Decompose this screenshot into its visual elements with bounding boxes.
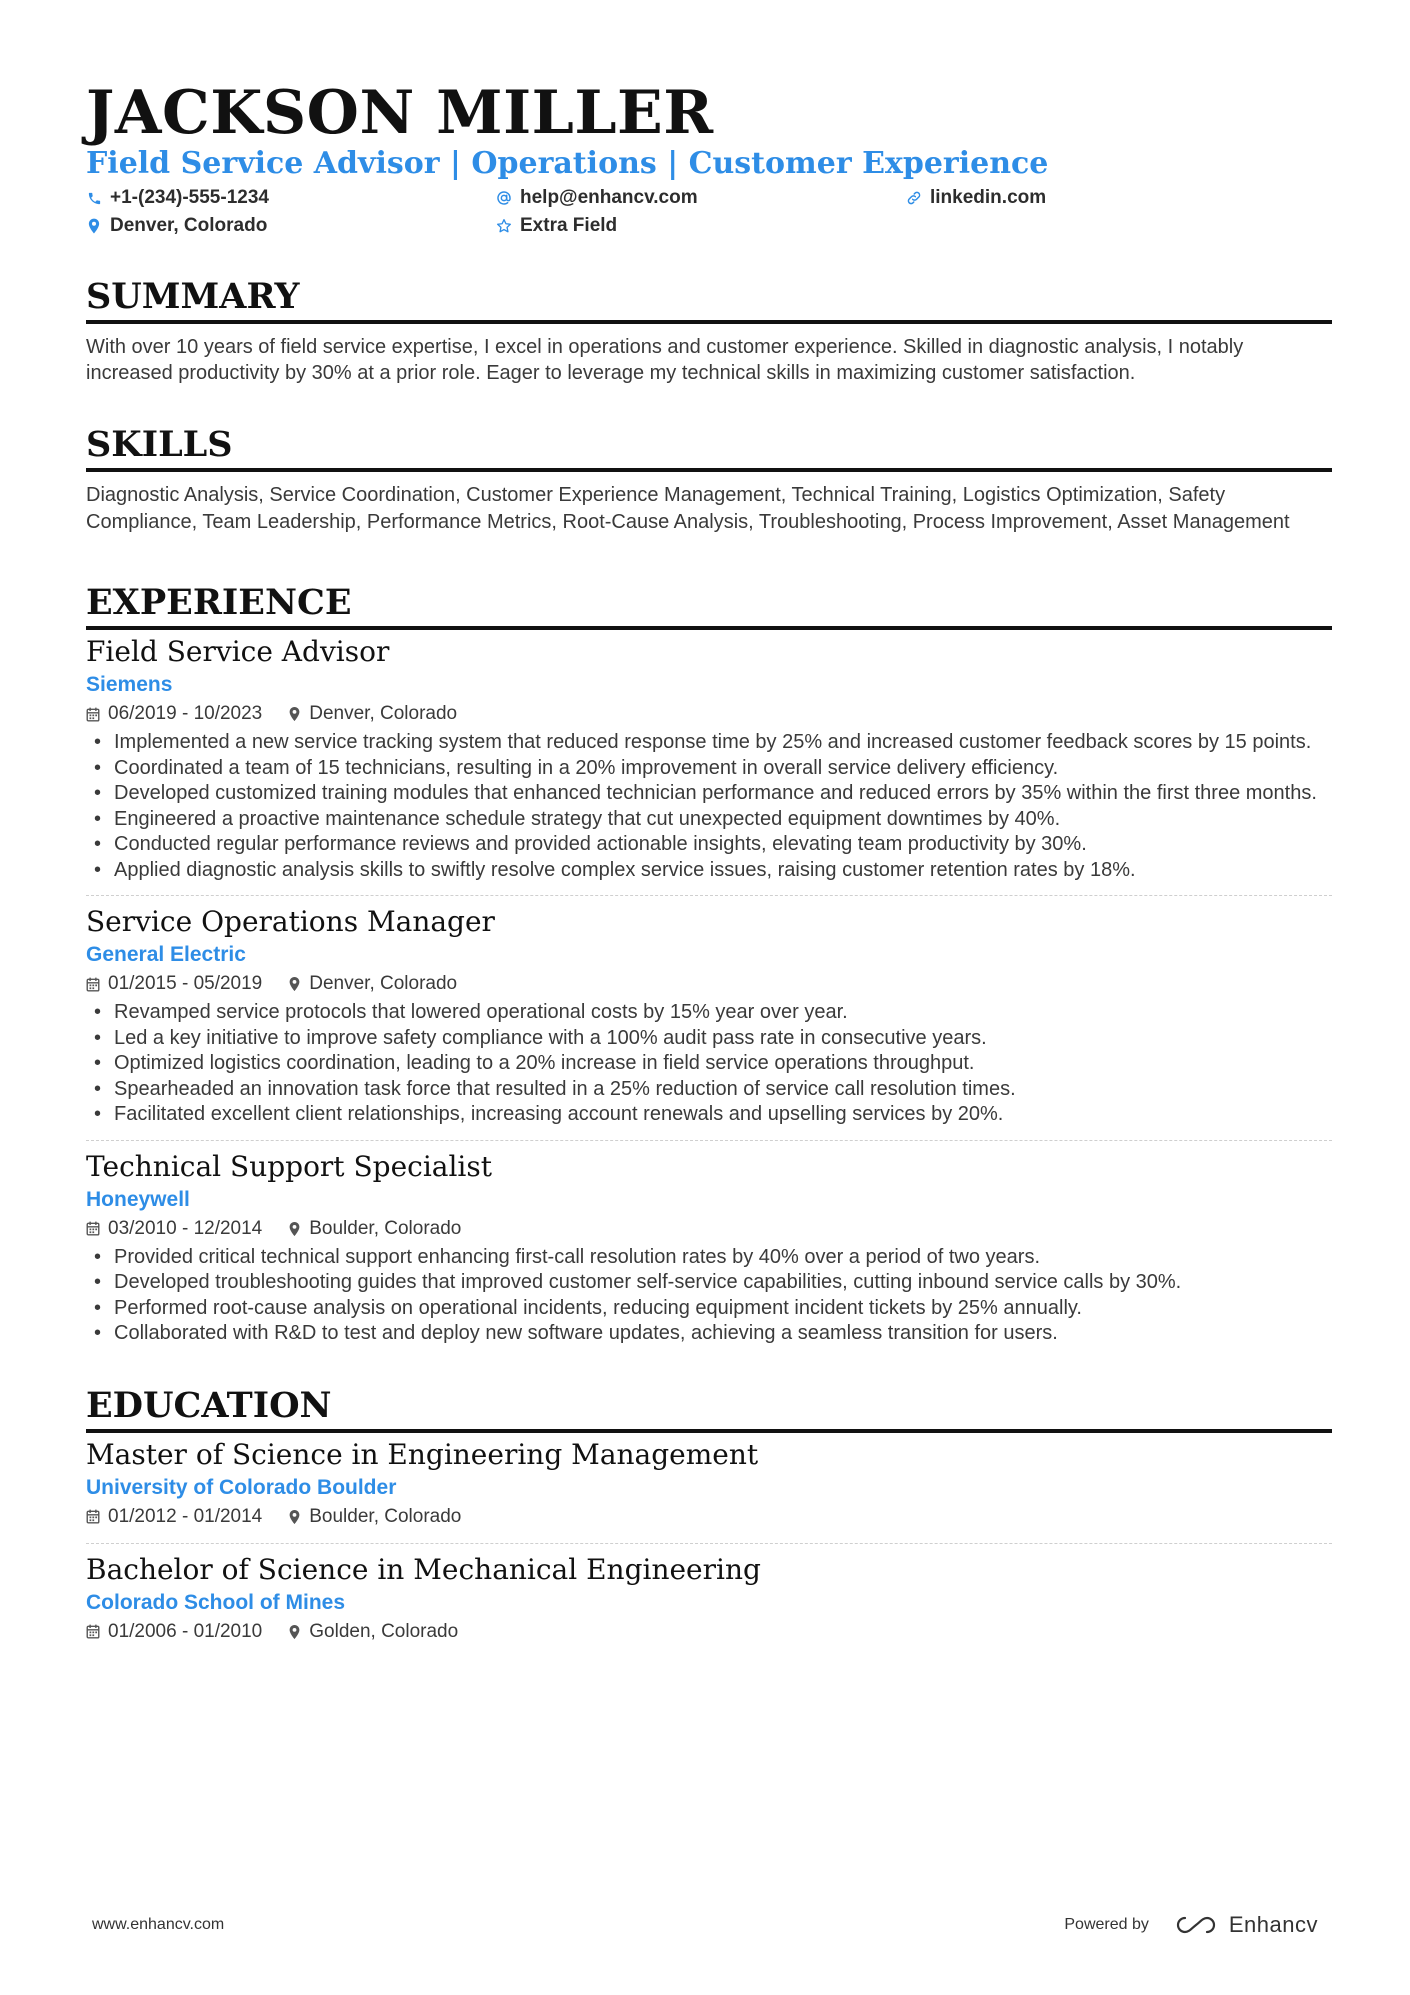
education-dates-text: 01/2006 - 01/2010	[108, 1620, 263, 1642]
education-entry	[86, 1552, 1332, 1646]
job-bullets	[86, 1245, 1332, 1347]
experience-entry	[86, 1149, 1332, 1347]
summary-heading: SUMMARY	[86, 276, 300, 317]
bullet-item: • Conducted regular performance reviews and provided actionable insights, elevating team productivity by 30%.	[86, 832, 1332, 858]
experience-divider	[86, 626, 1332, 630]
contact-extra-field	[496, 214, 906, 238]
job-dates	[86, 970, 262, 998]
location-pin-icon	[288, 1509, 301, 1525]
footer-website-link[interactable]: www.enhancv.com	[92, 1916, 225, 1933]
contact-list	[86, 186, 1332, 238]
bullet-item: • Coordinated a team of 15 technicians, resulting in a 20% improvement in overall service delivery efficiency.	[86, 756, 1332, 782]
bullet-item: • Engineered a proactive maintenance schedule strategy that cut unexpected equipment downtimes by 40%.	[86, 807, 1332, 833]
job-location	[288, 970, 457, 998]
contact-linkedin-text: linkedin.com	[930, 187, 1047, 208]
education-dates	[86, 1618, 262, 1646]
company-name: Siemens	[86, 673, 173, 696]
phone-icon	[86, 190, 102, 206]
experience-entry	[86, 904, 1332, 1128]
calendar-icon	[86, 707, 100, 722]
bullet-item: • Provided critical technical support enhancing first-call resolution rates by 40% over a period of two years.	[86, 1245, 1332, 1271]
company-name: General Electric	[86, 943, 246, 966]
degree-title: Master of Science in Engineering Management	[86, 1437, 759, 1471]
job-meta	[86, 700, 1332, 728]
job-dates-text: 01/2015 - 05/2019	[108, 973, 263, 994]
entry-divider	[86, 1543, 1332, 1544]
job-dates-text: 06/2019 - 10/2023	[108, 703, 263, 724]
summary-section	[86, 276, 1332, 386]
job-title: Field Service Advisor	[86, 635, 390, 668]
contact-location-text: Denver, Colorado	[110, 215, 268, 236]
education-location-text: Boulder, Colorado	[309, 1505, 462, 1527]
candidate-name: JACKSON MILLER	[86, 78, 714, 148]
job-bullets	[86, 1000, 1332, 1128]
education-meta	[86, 1618, 1332, 1646]
bullet-item: • Developed customized training modules that enhanced technician performance and reduced errors by 35% within the first three months.	[86, 781, 1332, 807]
at-icon	[496, 190, 512, 206]
job-bullets	[86, 730, 1332, 883]
powered-by[interactable]	[1064, 1912, 1318, 1938]
location-pin-icon	[288, 706, 301, 722]
calendar-icon	[86, 977, 100, 992]
candidate-headline: Field Service Advisor | Operations | Customer Experience	[86, 146, 1049, 181]
contact-phone[interactable]	[86, 186, 496, 210]
education-meta	[86, 1503, 1332, 1531]
location-pin-icon	[86, 218, 102, 234]
job-dates	[86, 700, 262, 728]
job-title: Service Operations Manager	[86, 905, 495, 938]
bullet-item: • Developed troubleshooting guides that improved customer self-service capabilities, cutting inbound service calls by 30%.	[86, 1270, 1332, 1296]
summary-text: With over 10 years of field service expertise, I excel in operations and customer experience. Skilled in diagnostic analysis, I notably increased productivity by 30% at a prior role. Eager to leverage my technical skills in maximizing customer satisfaction.	[86, 336, 1244, 384]
contact-phone-text: +1-(234)-555-1234	[110, 187, 269, 208]
bullet-item: • Revamped service protocols that lowered operational costs by 15% year over year.	[86, 1000, 1332, 1026]
location-pin-icon	[288, 976, 301, 992]
job-location	[288, 700, 457, 728]
calendar-icon	[86, 1509, 100, 1524]
education-divider	[86, 1429, 1332, 1433]
skills-heading: SKILLS	[86, 424, 233, 465]
job-location-text: Denver, Colorado	[309, 703, 458, 724]
bullet-item: • Optimized logistics coordination, leading to a 20% increase in field service operations throughput.	[86, 1051, 1332, 1077]
degree-title: Bachelor of Science in Mechanical Engineering	[86, 1552, 761, 1586]
bullet-item: • Facilitated excellent client relationships, increasing account renewals and upselling services by 20%.	[86, 1102, 1332, 1128]
resume-header	[86, 78, 1332, 238]
contact-location	[86, 214, 496, 238]
bullet-item: • Implemented a new service tracking system that reduced response time by 25% and increased customer feedback scores by 15 points.	[86, 730, 1332, 756]
bullet-item: • Performed root-cause analysis on operational incidents, reducing equipment incident tickets by 25% annually.	[86, 1296, 1332, 1322]
job-meta	[86, 1215, 1332, 1243]
enhancv-brand-text: Enhancv	[1228, 1912, 1318, 1937]
skills-section	[86, 424, 1332, 536]
link-icon	[906, 190, 922, 206]
experience-section	[86, 582, 1332, 1347]
skills-text: Diagnostic Analysis, Service Coordination, Customer Experience Management, Technical Training, Logistics Optimization, Safety Compliance, Team Leadership, Performance Metrics, Root-Cause Analysis, Troubleshooting, Process Improvement, Asset Management	[86, 484, 1290, 533]
experience-heading: EXPERIENCE	[86, 582, 352, 623]
job-location	[288, 1215, 461, 1243]
entry-divider	[86, 1140, 1332, 1141]
entry-divider	[86, 895, 1332, 896]
bullet-item: • Collaborated with R&D to test and deploy new software updates, achieving a seamless transition for users.	[86, 1321, 1332, 1347]
bullet-item: • Applied diagnostic analysis skills to swiftly resolve complex service issues, raising customer retention rates by 18%.	[86, 858, 1332, 884]
location-pin-icon	[288, 1221, 301, 1237]
school-name: University of Colorado Boulder	[86, 1475, 397, 1499]
school-name: Colorado School of Mines	[86, 1590, 346, 1614]
contact-linkedin[interactable]	[906, 186, 1306, 210]
summary-divider	[86, 320, 1332, 324]
resume-page	[86, 78, 1332, 1646]
education-heading: EDUCATION	[86, 1384, 332, 1426]
job-dates-text: 03/2010 - 12/2014	[108, 1217, 263, 1239]
star-icon	[496, 218, 512, 234]
education-dates-text: 01/2012 - 01/2014	[108, 1505, 263, 1527]
bullet-item: • Led a key initiative to improve safety compliance with a 100% audit pass rate in consecutive years.	[86, 1026, 1332, 1052]
job-dates	[86, 1215, 262, 1243]
enhancv-logo-icon	[1173, 1914, 1219, 1936]
calendar-icon	[86, 1221, 100, 1236]
contact-email-text: help@enhancv.com	[520, 187, 698, 208]
job-location-text: Denver, Colorado	[309, 973, 458, 994]
education-dates	[86, 1503, 262, 1531]
job-meta	[86, 970, 1332, 998]
job-location-text: Boulder, Colorado	[309, 1217, 462, 1239]
bullet-item: • Spearheaded an innovation task force that resulted in a 25% reduction of service call resolution times.	[86, 1077, 1332, 1103]
calendar-icon	[86, 1624, 100, 1639]
job-title: Technical Support Specialist	[86, 1149, 492, 1183]
skills-divider	[86, 468, 1332, 472]
education-section	[86, 1385, 1332, 1646]
powered-by-label: Powered by	[1064, 1916, 1149, 1933]
page-footer	[92, 1912, 1318, 1938]
experience-entry	[86, 634, 1332, 883]
education-location	[288, 1503, 461, 1531]
contact-email[interactable]	[496, 186, 906, 210]
location-pin-icon	[288, 1624, 301, 1640]
company-name: Honeywell	[86, 1187, 190, 1211]
contact-extra-field-text: Extra Field	[520, 215, 618, 236]
education-location-text: Golden, Colorado	[309, 1620, 459, 1642]
education-location	[288, 1618, 458, 1646]
education-entry	[86, 1437, 1332, 1531]
